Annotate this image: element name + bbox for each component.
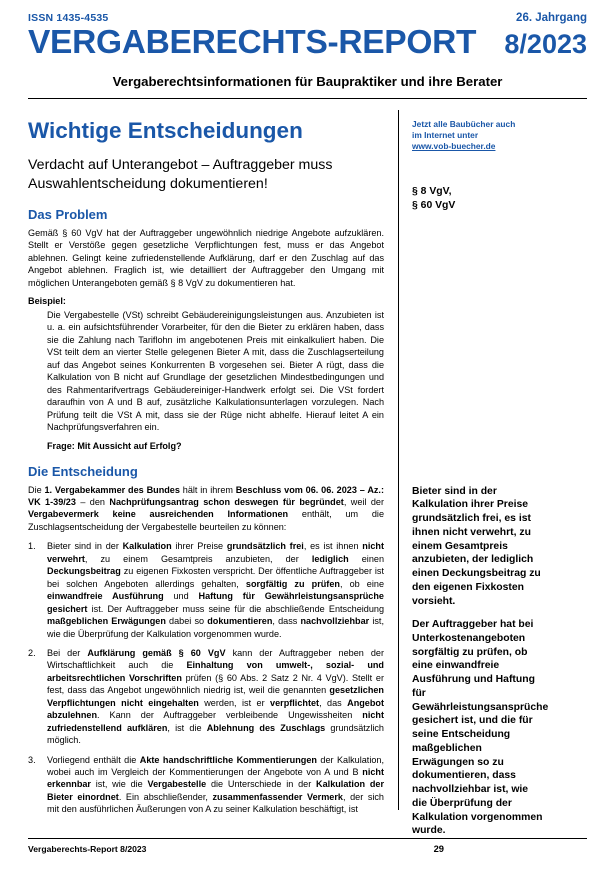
publication-title: VERGABERECHTS-REPORT bbox=[28, 24, 477, 61]
sidebar-highlight-1: Bieter sind in der Kalkulation ihrer Preise grundsätzlich frei, es ist ihnen nicht verwehrt, zu einem Gesamtpreis anzubieten, der lediglich einen Deckungsbeitrag zu den eigenen Fixkosten vorsieht. bbox=[412, 485, 541, 607]
emphasis: Deckungsbeitrag bbox=[47, 566, 121, 577]
list-item: Vorliegend enthält die Akte handschriftliche Kommentierungen der Kalkulation, wobei auch im Vergleich der Kommentierungen der Angebote von A und B nicht erkennbar ist, wie die Vergabestelle die Unterschiede in der Kalkulation der Bieter einordnet. Ein abschließender, zusammenfassender Vermerk, der sich mit den ausführlichen Äußerungen von A zu seiner Kalkulation beschäftigt, ist bbox=[47, 754, 384, 815]
issue-number: 8/2023 bbox=[504, 29, 587, 59]
emphasis: nachvollziehbar bbox=[300, 616, 370, 627]
emphasis: Einhaltung von umwelt-, sozial- und arbeitsrechtlichen Vorschriften bbox=[47, 660, 384, 683]
emphasis: 1. Vergabekammer des Bundes bbox=[44, 484, 180, 495]
emphasis: Aufklärung gemäß § 60 VgV bbox=[87, 647, 226, 658]
legal-references bbox=[412, 185, 545, 213]
emphasis: nicht verwehrt bbox=[47, 541, 384, 564]
list-item: Bieter sind in der Kalkulation ihrer Preise grundsätzlich frei, es ist ihnen nicht verwehrt, zu einem Gesamtpreis anzubieten, der lediglich einen Deckungsbeitrag zu eigenen Fixkosten verspricht. Der öffentliche Auftraggeber ist bei solchen Angeboten allerdings gehalten, sorgfältig zu prüfen, ob eine einwandfreie Ausführung und Haftung für Gewährleistungsansprüche gesichert ist. Der Auftraggeber muss seine für die abschließende Entscheidung maßgeblichen Erwägungen dabei so dokumentieren, dass nachvollziehbar ist, wie die Überprüfung der Kalkulation vorgenommen wurde. bbox=[47, 541, 384, 639]
header-divider bbox=[28, 98, 587, 99]
issn-label: ISSN 1435-4535 bbox=[28, 12, 109, 24]
emphasis: verpflichtet bbox=[270, 697, 320, 708]
legal-reference-2: § 60 VgV bbox=[412, 199, 456, 211]
emphasis: Angebot abzulehnen bbox=[47, 697, 384, 721]
main-column bbox=[28, 110, 398, 815]
list-item: Bei der Aufklärung gemäß § 60 VgV kann der Auftraggeber neben der Wirtschaftlichkeit auch die Einhaltung von umwelt-, sozial- und arbeitsrechtlichen Vorschriften prüfen (§ 60 Abs. 2 Satz 2 Nr. 4 VgV). Stellt er fest, dass das Angebot ungewöhnlich niedrig ist, weil die genannten gesetzlichen Verpflichtungen nicht eingehalten werden, ist er verpflichtet, das Angebot abzulehnen. Kann der Auftraggeber verbleibende Ungewissheiten nicht zufriedenstellend aufklären, ist die Ablehnung des Zuschlags grundsätzlich möglich. bbox=[47, 647, 385, 746]
emphasis: Ablehnung des Zuschlags bbox=[206, 722, 326, 733]
legal-reference-1: § 8 VgV, bbox=[412, 185, 452, 197]
volume-label: 26. Jahrgang bbox=[516, 12, 587, 24]
column-divider bbox=[398, 110, 399, 810]
emphasis: zusammenfassender Vermerk bbox=[212, 791, 343, 802]
emphasis: Haftung für Gewährleistungsansprüche gesichert bbox=[47, 591, 384, 614]
masthead-top-row bbox=[28, 12, 587, 24]
emphasis: grundsätzlich frei bbox=[226, 541, 304, 552]
problem-paragraph: Gemäß § 60 VgV hat der Auftraggeber ungewöhnlich niedrige Angebote aufzuklären. Stellt er Verstöße gegen gesetzliche Verpflichtungen fest, muss er das Angebot ablehnen. Gelingt keine zufriedenstellende Aufklärung, darf er den Zuschlag auf das Angebot ablehnen. Fraglich ist, wie detailliert der Auftraggeber den Umgang mit möglichen Unterangeboten gemäß § 8 VgV zu dokumentieren hat. bbox=[28, 227, 384, 288]
emphasis: Akte bbox=[139, 754, 160, 765]
emphasis: Kalkulation bbox=[122, 541, 172, 552]
example-label: Beispiel: bbox=[28, 295, 66, 306]
example-paragraph: Die Vergabestelle (VSt) schreibt Gebäudereinigungsleistungen aus. Anzubieten ist u. a. ein aufsichtsführender Vorarbeiter, für den die Bieter zu erklären haben, dass sie die Zahlung nach Tariflohn im angebotenen Preis mit einkalkuliert haben. Die VSt teilt dem an vierter Stelle gelegenen Bieter A mit, dass die Zuschlagserteilung auf das Angebot seines Konkurrenten B vorgesehen sei. Bieter A rügt, dass die Kalkulation von B nicht auf Grundlage der gesetzlichen Mindestbedingungen und des Rahmentarifvertrags Gebäudereiniger-Handwerk erfolgt sei. Die VSt fordert daraufhin von A und B auf, zusätzliche Kalkulationsunterlagen vorzulegen. Nach Prüfung teilt die VSt A mit, dass sie der Rüge nicht abhelfe. Hierauf leitet A ein Nachprüfungsverfahren ein. bbox=[47, 309, 384, 433]
side-column bbox=[412, 110, 549, 837]
decision-intro: Die 1. Vergabekammer des Bundes hält in ihrem Beschluss vom 06. 06. 2023 – Az.: VK 1-39/23 – den Nachprüfungsantrag schon deswegen für begründet, weil der Vergabevermerk keine ausreichenden Informationen enthält, um die Zuschlagsentscheidung der Vergabestelle beurteilen zu können: bbox=[28, 484, 384, 532]
emphasis: Vergabestelle bbox=[147, 779, 207, 790]
content-area bbox=[28, 110, 587, 837]
promo-note-line1: Jetzt alle Baubücher auch bbox=[412, 118, 516, 129]
emphasis: handschriftliche Kommentierungen bbox=[162, 754, 317, 765]
masthead bbox=[28, 0, 587, 99]
sidebar-highlight-2: Der Auftraggeber hat bei Unterkostenangeboten sorgfältig zu prüfen, ob eine einwandfreie Ausführung und Haftung für Gewährleistungsansprüche gesichert ist, und die für seine Entscheidung maßgeblichen Erwägungen so zu dokumentieren, dass nachvollziehbar ist, wie die Überprüfung der Kalkulation vorgenommen wurde. bbox=[412, 619, 549, 837]
emphasis: Kalkulation der Bieter einordnet bbox=[47, 779, 384, 802]
title-row bbox=[28, 26, 587, 60]
emphasis: nicht zufriedenstellend aufklären bbox=[47, 710, 384, 733]
promo-note-url[interactable]: www.vob-buecher.de bbox=[412, 141, 496, 152]
promo-note bbox=[412, 119, 545, 153]
emphasis: Nachprüfungsantrag schon deswegen für begründet bbox=[109, 496, 344, 507]
section-heading-problem: Das Problem bbox=[28, 206, 108, 222]
promo-note-line2: im Internet unter bbox=[412, 129, 479, 140]
emphasis: Beschluss vom 06. 06. 2023 – Az.: VK 1-39/23 bbox=[28, 484, 384, 507]
page-footer bbox=[28, 838, 587, 854]
sidebar-highlight-block bbox=[412, 485, 549, 838]
page-title: Wichtige Entscheidungen bbox=[28, 117, 303, 143]
footer-publication: Vergaberechts-Report 8/2023 bbox=[28, 844, 147, 854]
page-number: 29 bbox=[433, 843, 444, 854]
section-heading-decision: Die Entscheidung bbox=[28, 463, 138, 479]
publication-subtitle: Vergaberechtsinformationen für Baupraktiker und ihre Berater bbox=[112, 73, 503, 89]
emphasis: einwandfreie Ausführung bbox=[47, 591, 164, 602]
footer-row bbox=[28, 843, 587, 854]
footer-divider bbox=[28, 838, 587, 839]
emphasis: sorgfältig zu prüfen bbox=[245, 578, 340, 589]
emphasis: gesetzlichen Verpflichtungen nicht eingehalten bbox=[47, 685, 384, 708]
emphasis: Vergabevermerk keine ausreichenden Informationen bbox=[28, 509, 289, 520]
article-title: Verdacht auf Unterangebot – Auftraggeber muss Auswahlentscheidung dokumentieren! bbox=[28, 157, 333, 192]
question-line: Frage: Mit Aussicht auf Erfolg? bbox=[47, 440, 182, 451]
emphasis: dokumentieren bbox=[207, 616, 273, 627]
decision-list bbox=[28, 540, 384, 816]
emphasis: lediglich bbox=[311, 553, 349, 564]
emphasis: maßgeblichen Erwägungen bbox=[47, 616, 166, 627]
emphasis: nicht erkennbar bbox=[47, 767, 384, 790]
